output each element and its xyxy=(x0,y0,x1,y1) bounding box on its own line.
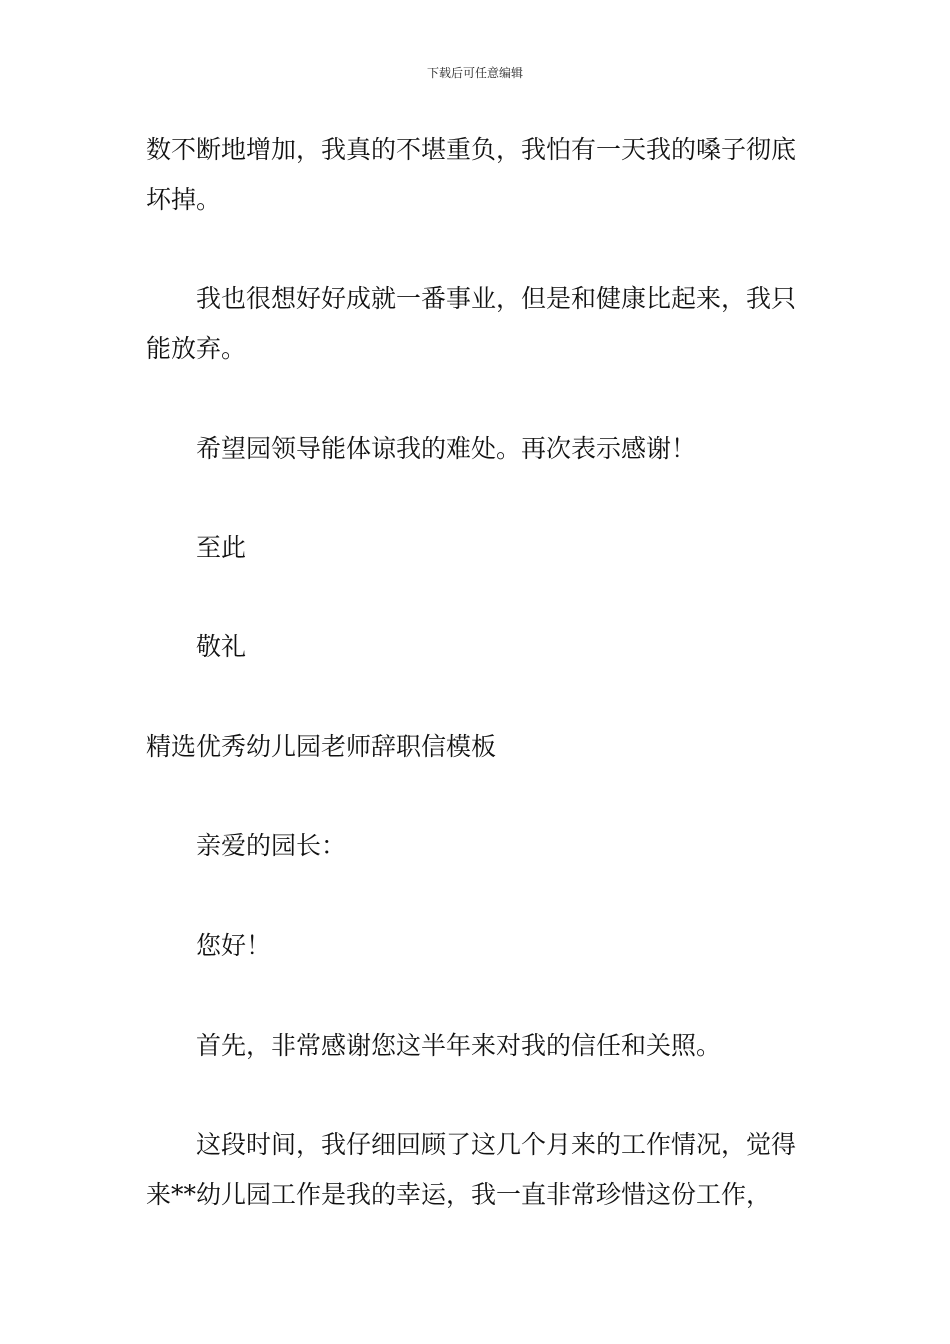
body-paragraph-review: 这段时间，我仔细回顾了这几个月来的工作情况，觉得来**幼儿园工作是我的幸运，我一直非常珍惜这份工作， xyxy=(146,1130,797,1209)
closing-line-jingli: 敬礼 xyxy=(196,632,247,661)
closing-line-zhici: 至此 xyxy=(196,533,247,562)
section-title: 精选优秀幼儿园老师辞职信模板 xyxy=(146,732,497,761)
salutation: 亲爱的园长： xyxy=(196,831,347,860)
greeting: 您好！ xyxy=(196,931,272,960)
body-paragraph-gratitude: 首先，非常感谢您这半年来对我的信任和关照。 xyxy=(196,1031,722,1060)
page-header: 下载后可任意编辑 xyxy=(426,66,523,80)
body-paragraph-health: 我也很想好好成就一番事业，但是和健康比起来，我只能放弃。 xyxy=(146,284,797,363)
body-paragraph-continuation: 数不断地增加，我真的不堪重负，我怕有一天我的嗓子彻底坏掉。 xyxy=(146,135,797,214)
body-paragraph-thanks: 希望园领导能体谅我的难处。再次表示感谢！ xyxy=(196,434,697,463)
